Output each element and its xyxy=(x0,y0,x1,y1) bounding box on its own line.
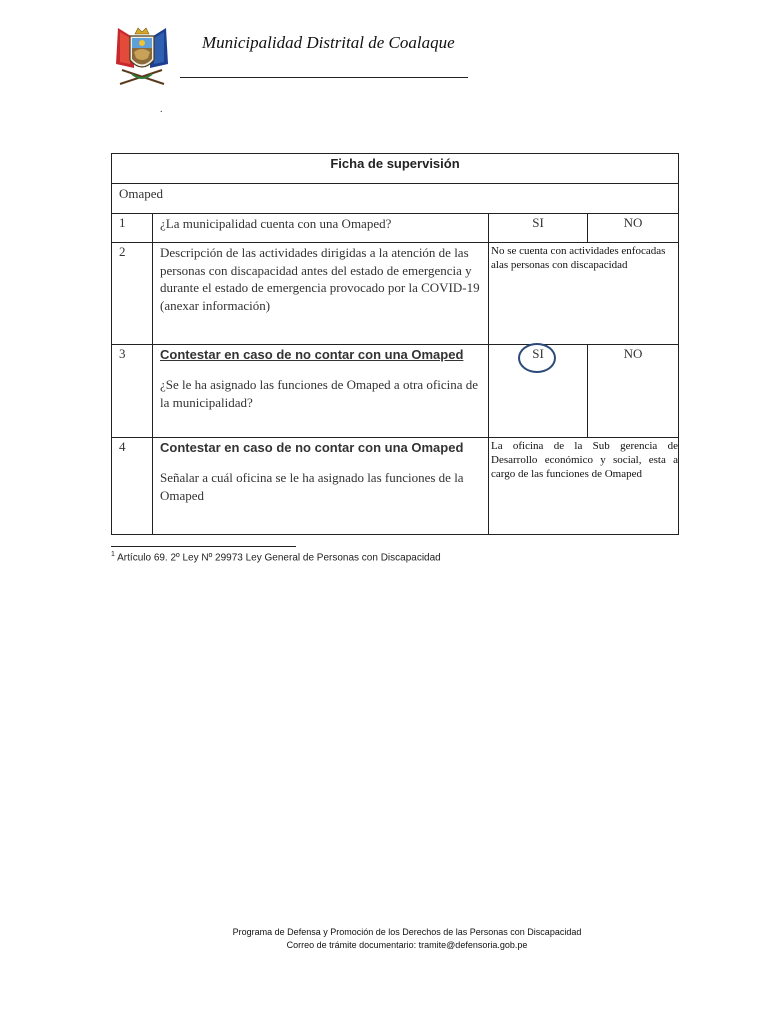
section-row xyxy=(112,184,679,214)
option-si-selected xyxy=(532,346,544,362)
question-text: Descripción de las actividades dirigidas a la atención de las personas con discapacidad antes del estado de emergencia y durante el estado de emergencia provocado por la COVID-19 (anexar información) xyxy=(153,243,489,345)
footnote-rule xyxy=(111,546,296,547)
table-row xyxy=(112,243,679,345)
page-footer xyxy=(0,926,768,952)
option-no: NO xyxy=(588,214,679,243)
footer-program: Programa de Defensa y Promoción de los Derechos de las Personas con Discapacidad xyxy=(232,927,582,937)
question-heading: Contestar en caso de no contar con una Omaped xyxy=(160,347,464,362)
footnote-text: Artículo 69. 2º Ley Nº 29973 Ley General de Personas con Discapacidad xyxy=(114,552,441,564)
form-title: Ficha de supervisión xyxy=(112,154,679,184)
header-underline xyxy=(180,77,468,78)
answer-text: La oficina de la Sub gerencia de Desarrollo económico y social, esta a cargo de las funciones de Omaped xyxy=(491,440,678,480)
section-label: Omaped xyxy=(112,184,679,214)
option-si: SI xyxy=(532,346,544,361)
answer-text: No se cuenta con actividades enfocadas alas personas con discapacidad xyxy=(489,243,679,345)
answer-cell xyxy=(489,438,679,535)
stray-mark: . xyxy=(160,104,163,115)
question-cell xyxy=(153,438,489,535)
footnote xyxy=(111,551,441,563)
option-si: SI xyxy=(489,214,588,243)
supervision-form-table xyxy=(111,153,679,535)
question-heading: Contestar en caso de no contar con una Omaped xyxy=(160,440,464,455)
table-row xyxy=(112,214,679,243)
question-text: Señalar a cuál oficina se le ha asignado las funciones de la Omaped xyxy=(160,470,464,503)
footnote-marker: 1 xyxy=(111,551,115,558)
row-number: 2 xyxy=(112,243,153,345)
option-si-cell xyxy=(489,345,588,438)
footer-email: Correo de trámite documentario: tramite@defensoria.gob.pe xyxy=(286,940,528,950)
table-row xyxy=(112,438,679,535)
question-text: ¿Se le ha asignado las funciones de Omaped a otra oficina de la municipalidad? xyxy=(160,377,479,410)
question-cell xyxy=(153,345,489,438)
row-number: 4 xyxy=(112,438,153,535)
row-number: 3 xyxy=(112,345,153,438)
row-number: 1 xyxy=(112,214,153,243)
question-text: ¿La municipalidad cuenta con una Omaped? xyxy=(153,214,489,243)
municipality-title: Municipalidad Distrital de Coalaque xyxy=(202,33,455,52)
form-title-row xyxy=(112,154,679,184)
table-row xyxy=(112,345,679,438)
selection-circle xyxy=(518,343,556,373)
option-no: NO xyxy=(588,345,679,438)
municipal-crest-logo xyxy=(112,24,172,90)
